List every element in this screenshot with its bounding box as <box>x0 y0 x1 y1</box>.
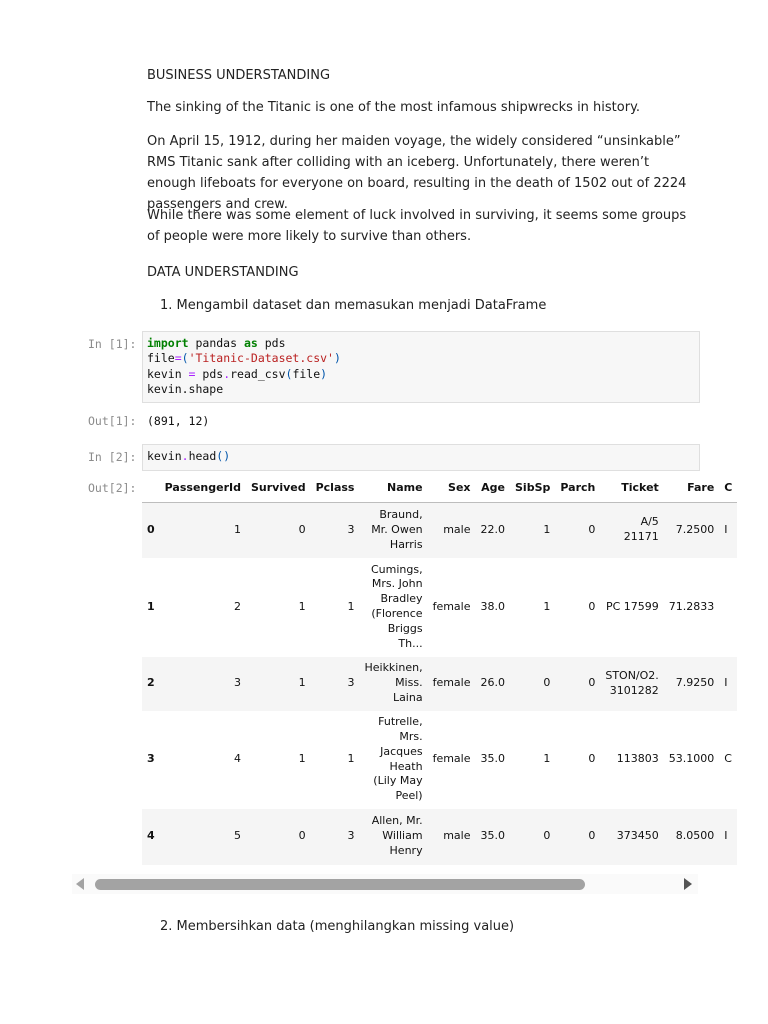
code-token: ) <box>333 351 341 366</box>
column-header: Sex <box>428 474 476 503</box>
step2-text: 2. Membersihkan data (menghilangkan missing value) <box>160 919 515 934</box>
table-cell: 1 <box>543 599 551 613</box>
table-cell: 3 <box>347 522 355 536</box>
out1-prompt: Out[1]: <box>88 414 137 428</box>
column-header: Name <box>359 474 427 503</box>
code-token: kevin <box>147 449 182 463</box>
table-cell: 3 <box>233 676 241 690</box>
code-token: . <box>223 366 231 381</box>
table-header-row <box>142 474 737 503</box>
history-paragraph-text: On April 15, 1912, during her maiden voyage, the widely considered “unsinkable” RMS Titanic sank after colliding with an iceberg. Unfortunately, there weren’t enough lifeboats for everyone on board, resulting in the death of 1502 out of 2224 passengers and crew. <box>147 134 687 212</box>
column-header: Pclass <box>311 474 360 503</box>
table-cell: I <box>724 676 728 690</box>
code-token: head <box>188 449 217 463</box>
horizontal-scrollbar[interactable] <box>72 874 698 894</box>
step1-list-item <box>160 295 705 316</box>
table-cell: 5 <box>233 829 241 843</box>
row-index: 3 <box>147 752 155 766</box>
step1-text: 1. Mengambil dataset dan memasukan menjadi DataFrame <box>160 298 547 313</box>
table-cell <box>719 558 737 657</box>
table-cell: 7.9250 <box>675 676 715 690</box>
table-row <box>142 558 737 657</box>
code-cell-1[interactable] <box>142 331 700 403</box>
table-cell: 71.2833 <box>668 599 715 613</box>
column-header: SibSp <box>510 474 555 503</box>
code-cell-2[interactable] <box>142 444 700 471</box>
row-index: 4 <box>147 829 155 843</box>
table-row <box>142 503 737 558</box>
intro-paragraph-text: The sinking of the Titanic is one of the most infamous shipwrecks in history. <box>147 100 641 115</box>
table-cell: 3 <box>347 829 355 843</box>
row-index: 1 <box>147 599 155 613</box>
index-header <box>142 474 160 503</box>
table-cell: 3 <box>347 676 355 690</box>
table-cell: 1 <box>298 599 306 613</box>
table-cell: male <box>443 829 471 843</box>
row-index: 0 <box>147 522 155 536</box>
table-cell: 4 <box>233 752 241 766</box>
table-cell: 26.0 <box>480 676 505 690</box>
dataframe-output <box>142 474 733 864</box>
table-cell: 1 <box>543 522 551 536</box>
code-token: ( <box>181 351 189 366</box>
table-cell: 35.0 <box>480 829 505 843</box>
table-cell: A/5 21171 <box>623 515 659 544</box>
column-header: C <box>719 474 737 503</box>
table-cell: 0 <box>588 676 596 690</box>
scroll-right-arrow-icon[interactable] <box>684 878 692 890</box>
in1-prompt: In [1]: <box>88 337 137 351</box>
table-cell: 0 <box>588 752 596 766</box>
table-cell: 0 <box>298 522 306 536</box>
column-header: PassengerId <box>160 474 246 503</box>
table-cell: 113803 <box>616 752 659 766</box>
table-cell: 1 <box>347 599 355 613</box>
table-cell: Heikkinen, Miss. Laina <box>364 661 423 704</box>
table-cell: female <box>432 599 471 613</box>
table-cell: female <box>432 676 471 690</box>
code-token: = <box>188 366 196 381</box>
code-token: import <box>147 336 189 350</box>
table-cell: Allen, Mr. William Henry <box>371 814 423 857</box>
code-token: pds <box>195 366 224 381</box>
code-token: = <box>174 351 182 366</box>
column-header: Ticket <box>600 474 663 503</box>
in2-prompt: In [2]: <box>88 450 137 464</box>
table-cell: 2 <box>233 599 241 613</box>
data-heading <box>147 262 692 283</box>
column-header: Parch <box>555 474 600 503</box>
table-cell: 7.2500 <box>675 522 715 536</box>
out2-prompt: Out[2]: <box>88 481 137 495</box>
table-cell: 1 <box>543 752 551 766</box>
table-cell: 8.0500 <box>675 829 715 843</box>
table-cell: 53.1000 <box>668 752 715 766</box>
code-token: () <box>216 449 231 463</box>
table-cell: STON/O2. 3101282 <box>605 668 659 697</box>
code-token: kevin.shape <box>147 382 224 397</box>
table-cell: 1 <box>347 752 355 766</box>
business-heading-text: BUSINESS UNDERSTANDING <box>147 68 331 83</box>
code-token: pds <box>257 336 286 350</box>
code-token: kevin <box>147 366 189 381</box>
table-cell: Braund, Mr. Owen Harris <box>371 508 423 551</box>
code-token: ) <box>320 366 328 381</box>
business-heading <box>147 65 692 86</box>
survival-paragraph <box>147 205 692 247</box>
code-token: file <box>147 351 175 366</box>
table-row <box>142 711 737 809</box>
code-token: read_csv <box>230 366 286 381</box>
table-row <box>142 809 737 865</box>
table-cell: 0 <box>588 599 596 613</box>
table-cell: I <box>724 522 728 536</box>
scroll-left-arrow-icon[interactable] <box>76 878 84 890</box>
table-cell: 38.0 <box>480 599 505 613</box>
table-cell: 1 <box>298 752 306 766</box>
table-cell: 35.0 <box>480 752 505 766</box>
code-token: file <box>292 366 321 381</box>
table-cell: 373450 <box>616 829 659 843</box>
table-cell: 22.0 <box>480 522 505 536</box>
code-token: 'Titanic-Dataset.csv' <box>188 351 334 366</box>
table-cell: Cumings, Mrs. John Bradley (Florence Briggs Th... <box>370 562 423 650</box>
table-cell: 0 <box>298 829 306 843</box>
column-header: Survived <box>246 474 311 503</box>
row-index: 2 <box>147 676 155 690</box>
table-cell: 1 <box>233 522 241 536</box>
code-token: ( <box>285 366 293 381</box>
table-cell: I <box>724 829 728 843</box>
history-paragraph <box>147 131 692 215</box>
table-cell: male <box>443 522 471 536</box>
code-token: . <box>181 449 189 463</box>
table-cell: Futrelle, Mrs. Jacques Heath (Lily May Peel) <box>373 715 423 803</box>
table-cell: 0 <box>543 829 551 843</box>
column-header: Fare <box>664 474 720 503</box>
data-heading-text: DATA UNDERSTANDING <box>147 265 299 280</box>
table-cell: C <box>724 752 732 766</box>
table-cell: 0 <box>588 829 596 843</box>
table-cell: 1 <box>298 676 306 690</box>
dataframe-table <box>142 474 737 865</box>
table-cell: PC 17599 <box>605 599 659 613</box>
table-row <box>142 657 737 711</box>
scroll-thumb[interactable] <box>95 879 585 890</box>
code-token: pandas <box>188 336 244 350</box>
table-cell: 0 <box>543 676 551 690</box>
out1-value: (891, 12) <box>147 414 210 428</box>
step2-list-item <box>160 916 705 937</box>
intro-paragraph <box>147 97 692 118</box>
column-header: Age <box>476 474 511 503</box>
survival-paragraph-text: While there was some element of luck involved in surviving, it seems some groups of people were more likely to survive than others. <box>147 208 687 244</box>
table-cell: female <box>432 752 471 766</box>
code-token: as <box>243 336 258 350</box>
table-cell: 0 <box>588 522 596 536</box>
